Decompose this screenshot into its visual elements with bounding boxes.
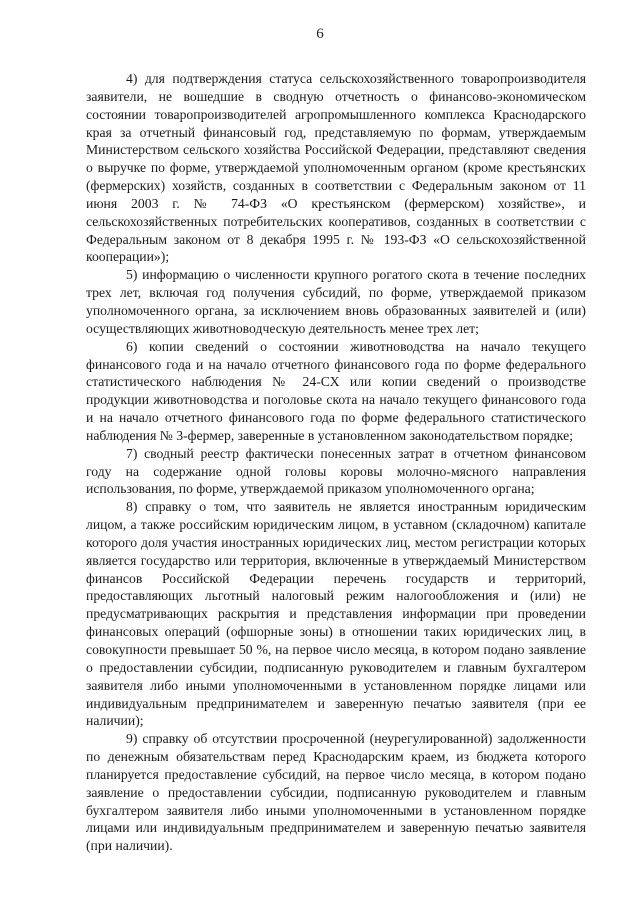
paragraph-item-5: 5) информацию о численности крупного рогатого скота в течение последних трех лет, включая год получения субсидий, по форме, утверждаемой приказом уполномоченного органа, за исключением вновь образованных заявителей и (или) осуществляющих животноводческую деятельность менее трех лет; [86,267,586,336]
paragraph-item-6: 6) копии сведений о состоянии животноводства на начало текущего финансового года и на начало отчетного финансового года по форме федерального статистического наблюдения № 24-СХ или копии сведений о производстве продукции животноводства и поголовье скота на начало текущего финансового года и на начало отчетного финансового года по форме федерального статистического наблюдения № 3-фермер, заверенные в установленном законодательством порядке; [86,338,586,443]
document-body [86,70,586,855]
paragraph-item-8: 8) справку о том, что заявитель не является иностранным юридическим лицом, а также российским юридическим лицом, в уставном (складочном) капитале которого доля участия иностранных юридических лиц, местом регистрации которых является государство или территория, включенные в утверждаемый Министерством финансов Российской Федерации перечень государств и территорий, предоставляющих льготный налоговый режим налогообложения и (или) не предусматривающих раскрытия и представления информации при проведении финансовых операций (офшорные зоны) в отношении таких юридических лиц, в совокупности превышает 50 %, на первое число месяца, в котором подано заявление о предоставлении субсидии, подписанную руководителем и главным бухгалтером заявителя либо иными уполномоченными в установленном порядке лицами или индивидуальным предпринимателем и заверенную печатью заявителя (при ее наличии); [86,499,586,729]
paragraph-item-7: 7) сводный реестр фактически понесенных затрат в отчетном финансовом году на содержание одной головы коровы молочно-мясного направления использования, по форме, утверждаемой приказом уполномоченного органа; [86,445,586,497]
paragraph-item-4: 4) для подтверждения статуса сельскохозяйственного товаропроизводителя заявители, не вошедшие в сводную отчетность о финансово-экономическом состоянии товаропроизводителей агропромышленного комплекса Краснодарского края за отчетный финансовый год, представляемую по формам, утверждаемым Министерством сельского хозяйства Российской Федерации, представляют сведения о выручке по форме, утверждаемой уполномоченным органом (кроме крестьянских (фермерских) хозяйств, созданных в соответствии с Федеральным законом от 11 июня 2003 г. № 74-ФЗ «О крестьянском (фермерском) хозяйстве», и сельскохозяйственных потребительских кооперативов, созданных в соответствии с Федеральным законом от 8 декабря 1995 г. № 193-ФЗ «О сельскохозяйственной кооперации»); [86,71,586,265]
paragraph-item-9: 9) справку об отсутствии просроченной (неурегулированной) задолженности по денежным обязательствам перед Краснодарским краем, из бюджета которого планируется предоставление субсидий, на первое число месяца, в котором подано заявление о предоставлении субсидии, подписанную руководителем и главным бухгалтером заявителя либо иными уполномоченными в установленном порядке лицами или индивидуальным предпринимателем и заверенную печатью заявителя (при наличии). [86,731,586,854]
page-number: 6 [316,26,324,42]
